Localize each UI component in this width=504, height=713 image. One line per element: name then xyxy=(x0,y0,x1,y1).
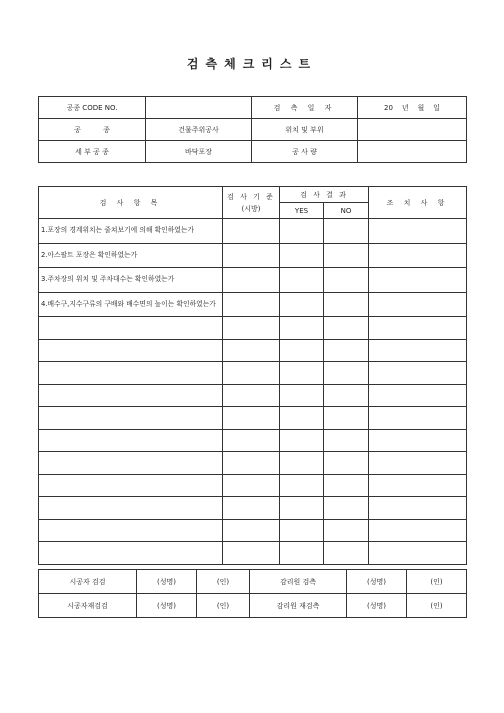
yes-cell[interactable] xyxy=(280,384,324,407)
work-label: 공 종 xyxy=(39,119,146,141)
check-item-3: 3.주차장의 위치 및 주차대수는 확인하였는가 xyxy=(39,268,223,293)
item-cell[interactable] xyxy=(39,452,223,475)
no-cell[interactable] xyxy=(324,292,369,317)
location-field[interactable] xyxy=(358,119,467,141)
supervisor-name-field[interactable]: (성명) xyxy=(347,570,407,594)
standard-header-title: 검 사 기 준 xyxy=(227,192,275,201)
action-cell[interactable] xyxy=(369,429,467,452)
code-value-field[interactable] xyxy=(146,97,252,119)
standard-cell[interactable] xyxy=(223,452,280,475)
standard-cell[interactable] xyxy=(223,339,280,362)
no-header: NO xyxy=(324,203,369,219)
standard-header xyxy=(223,187,280,219)
action-cell[interactable] xyxy=(369,317,467,340)
action-cell[interactable] xyxy=(369,542,467,565)
location-label: 위치 및 부위 xyxy=(252,119,358,141)
no-cell[interactable] xyxy=(324,452,369,475)
item-cell[interactable] xyxy=(39,474,223,497)
info-table xyxy=(38,96,467,163)
quantity-field[interactable] xyxy=(358,141,467,163)
action-cell[interactable] xyxy=(369,292,467,317)
no-cell[interactable] xyxy=(324,268,369,293)
action-header: 조 치 사 항 xyxy=(369,187,467,219)
contractor-re-seal-field[interactable]: (인) xyxy=(197,594,250,618)
item-cell[interactable] xyxy=(39,519,223,542)
no-cell[interactable] xyxy=(324,243,369,268)
table-row xyxy=(39,339,467,362)
signature-table xyxy=(38,569,467,618)
item-header: 검 사 항 목 xyxy=(39,187,223,219)
contractor-reinspection-label: 시공자재검검 xyxy=(39,594,137,618)
standard-header-sub: (시방) xyxy=(241,204,261,213)
yes-cell[interactable] xyxy=(280,429,324,452)
code-label: 공종 CODE NO. xyxy=(39,97,146,119)
action-cell[interactable] xyxy=(369,407,467,430)
action-cell[interactable] xyxy=(369,339,467,362)
table-row xyxy=(39,474,467,497)
item-cell[interactable] xyxy=(39,429,223,452)
no-cell[interactable] xyxy=(324,542,369,565)
yes-cell[interactable] xyxy=(280,268,324,293)
table-row xyxy=(39,384,467,407)
table-row xyxy=(39,362,467,385)
yes-cell[interactable] xyxy=(280,339,324,362)
item-cell[interactable] xyxy=(39,542,223,565)
standard-cell[interactable] xyxy=(223,292,280,317)
action-cell[interactable] xyxy=(369,474,467,497)
detail-label: 세 부 공 종 xyxy=(39,141,146,163)
date-label: 검 측 일 자 xyxy=(252,97,358,119)
work-value: 건물주위공사 xyxy=(146,119,252,141)
result-header: 검 사 결 과 xyxy=(280,187,369,203)
yes-cell[interactable] xyxy=(280,497,324,520)
contractor-inspection-label: 시공자 검검 xyxy=(39,570,137,594)
action-cell[interactable] xyxy=(369,384,467,407)
standard-cell[interactable] xyxy=(223,519,280,542)
checklist-table xyxy=(38,186,467,565)
standard-cell[interactable] xyxy=(223,362,280,385)
item-cell[interactable] xyxy=(39,317,223,340)
standard-cell[interactable] xyxy=(223,474,280,497)
standard-cell[interactable] xyxy=(223,384,280,407)
yes-header: YES xyxy=(280,203,324,219)
yes-cell[interactable] xyxy=(280,452,324,475)
no-cell[interactable] xyxy=(324,362,369,385)
contractor-re-name-field[interactable]: (성명) xyxy=(137,594,197,618)
contractor-seal-field[interactable]: (인) xyxy=(197,570,250,594)
yes-cell[interactable] xyxy=(280,292,324,317)
no-cell[interactable] xyxy=(324,384,369,407)
check-item-1: 1.포장의 경계위치는 줄쳐보기에 의해 확인하였는가 xyxy=(39,219,223,244)
page-title: 검측체크리스트 xyxy=(186,57,318,71)
yes-cell[interactable] xyxy=(280,519,324,542)
action-cell[interactable] xyxy=(369,452,467,475)
yes-cell[interactable] xyxy=(280,407,324,430)
standard-cell[interactable] xyxy=(223,542,280,565)
no-cell[interactable] xyxy=(324,317,369,340)
item-cell[interactable] xyxy=(39,384,223,407)
no-cell[interactable] xyxy=(324,339,369,362)
yes-cell[interactable] xyxy=(280,219,324,244)
table-row xyxy=(39,317,467,340)
yes-cell[interactable] xyxy=(280,474,324,497)
supervisor-inspection-label: 감리원 검측 xyxy=(250,570,347,594)
supervisor-re-name-field[interactable]: (성명) xyxy=(347,594,407,618)
table-row xyxy=(39,519,467,542)
date-field[interactable]: 20 년 월 일 xyxy=(358,97,467,119)
standard-cell[interactable] xyxy=(223,317,280,340)
supervisor-seal-field[interactable]: (인) xyxy=(407,570,467,594)
yes-cell[interactable] xyxy=(280,317,324,340)
standard-cell[interactable] xyxy=(223,243,280,268)
table-row xyxy=(39,542,467,565)
action-cell[interactable] xyxy=(369,268,467,293)
check-item-2: 2.아스팔트 포장은 확인하였는가 xyxy=(39,243,223,268)
detail-value: 바닥포장 xyxy=(146,141,252,163)
supervisor-reinspection-label: 감리원 재검측 xyxy=(250,594,347,618)
action-cell[interactable] xyxy=(369,362,467,385)
no-cell[interactable] xyxy=(324,407,369,430)
action-cell[interactable] xyxy=(369,519,467,542)
item-cell[interactable] xyxy=(39,362,223,385)
standard-cell[interactable] xyxy=(223,497,280,520)
table-row xyxy=(39,407,467,430)
item-cell[interactable] xyxy=(39,339,223,362)
yes-cell[interactable] xyxy=(280,243,324,268)
no-cell[interactable] xyxy=(324,219,369,244)
no-cell[interactable] xyxy=(324,429,369,452)
standard-cell[interactable] xyxy=(223,429,280,452)
standard-cell[interactable] xyxy=(223,268,280,293)
supervisor-re-seal-field[interactable]: (인) xyxy=(407,594,467,618)
table-row xyxy=(39,429,467,452)
action-cell[interactable] xyxy=(369,497,467,520)
action-cell[interactable] xyxy=(369,243,467,268)
action-cell[interactable] xyxy=(369,219,467,244)
no-cell[interactable] xyxy=(324,474,369,497)
contractor-name-field[interactable]: (성명) xyxy=(137,570,197,594)
no-cell[interactable] xyxy=(324,519,369,542)
table-row xyxy=(39,452,467,475)
standard-cell[interactable] xyxy=(223,407,280,430)
yes-cell[interactable] xyxy=(280,362,324,385)
table-row xyxy=(39,497,467,520)
yes-cell[interactable] xyxy=(280,542,324,565)
item-cell[interactable] xyxy=(39,407,223,430)
check-item-4: 4.배수구,지수구류의 구배와 배수면의 높이는 확인하였는가 xyxy=(39,292,223,317)
standard-cell[interactable] xyxy=(223,219,280,244)
quantity-label: 공 사 량 xyxy=(252,141,358,163)
item-cell[interactable] xyxy=(39,497,223,520)
no-cell[interactable] xyxy=(324,497,369,520)
